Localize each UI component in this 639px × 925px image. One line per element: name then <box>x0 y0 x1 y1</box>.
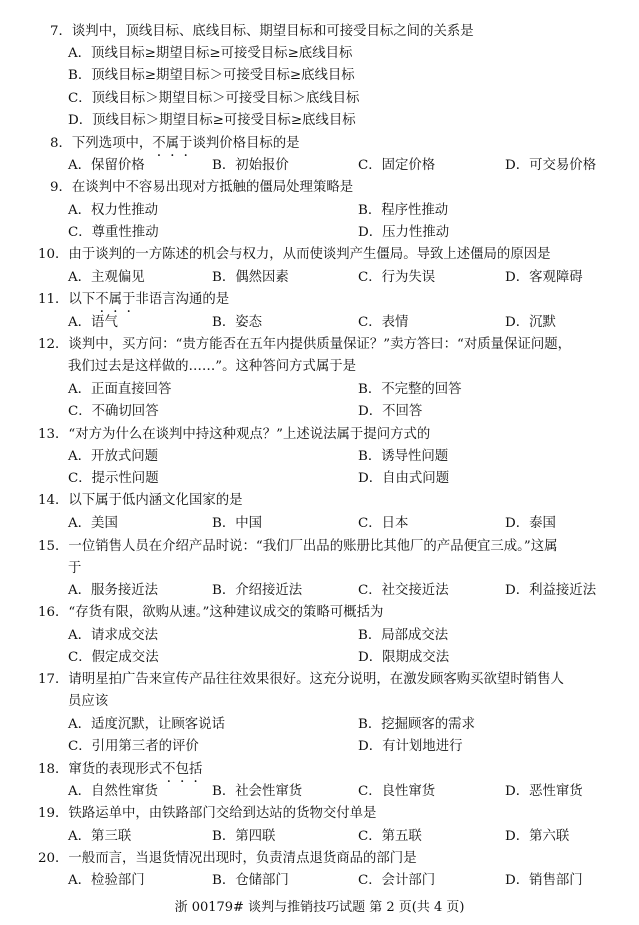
question-13-stem: 13．“对方为什么在谈判中持这种观点？”上述说法属于提问方式的 <box>38 427 431 442</box>
question-15-option-b: B．介绍接近法 <box>212 583 303 598</box>
question-11-option-c: C．表情 <box>358 315 409 330</box>
emphasis-char: 属 <box>165 136 180 151</box>
question-16-option-c: C．假定成交法 <box>68 650 159 665</box>
question-17-option-a: A．适度沉默，让顾客说话 <box>68 717 225 732</box>
question-9-option-d: D．压力性推动 <box>358 225 450 240</box>
question-12-option-c: C．不确切回答 <box>68 404 159 419</box>
emphasis-char: 包 <box>175 762 189 777</box>
question-8-stem <box>50 134 300 154</box>
emphasis-char: 于 <box>122 292 136 307</box>
question-18-option-a: A．自然性窜货 <box>68 784 159 799</box>
emphasis-char: 括 <box>188 762 203 777</box>
question-11-option-b: B．姿态 <box>212 315 263 330</box>
question-20-option-a: A．检验部门 <box>68 873 145 888</box>
question-19-option-b: B．第四联 <box>212 829 276 844</box>
question-19-option-c: C．第五联 <box>358 829 422 844</box>
question-8-stem-text: 8．下列选项中， <box>50 136 153 151</box>
question-10-stem: 10．由于谈判的一方陈述的机会与权力，从而使谈判产生僵局。导致上述僵局的原因是 <box>38 247 551 262</box>
question-10-option-b: B．偶然因素 <box>212 270 289 285</box>
question-11-stem-text: 11．以下 <box>38 292 96 307</box>
question-18-stem-text: 18．窜货的表现形式 <box>38 762 163 777</box>
question-13-option-c: C．提示性问题 <box>68 471 159 486</box>
question-18-option-c: C．良性窜货 <box>358 784 436 799</box>
question-16-option-d: D．限期成交法 <box>358 650 450 665</box>
question-16-option-a: A．请求成交法 <box>68 628 159 643</box>
question-12-option-d: D．不回答 <box>358 404 423 419</box>
question-20-stem: 20．一般而言，当退货情况出现时，负责清点退货商品的部门是 <box>38 851 417 866</box>
question-13-option-d: D．自由式问题 <box>358 471 450 486</box>
question-20-option-b: B．仓储部门 <box>212 873 289 888</box>
question-14-stem: 14．以下属于低内涵文化国家的是 <box>38 493 243 508</box>
question-11-stem-text: 非语言沟通的是 <box>135 292 230 307</box>
question-7-option-d: D．顶线目标＞期望目标≥可接受目标≥底线目标 <box>68 113 356 128</box>
question-19-stem: 19．铁路运单中，由铁路部门交给到达站的货物交付单是 <box>38 806 377 821</box>
question-15-option-c: C．社交接近法 <box>358 583 449 598</box>
question-11-stem <box>38 290 229 310</box>
question-14-option-c: C．日本 <box>358 516 409 531</box>
question-9-option-a: A．权力性推动 <box>68 203 159 218</box>
question-16-stem: 16．“存货有限，欲购从速。”这种建议成交的策略可概括为 <box>38 605 384 620</box>
question-9-stem: 9．在谈判中不容易出现对方抵触的僵局处理策略是 <box>50 180 354 195</box>
question-16-option-b: B．局部成交法 <box>358 628 449 643</box>
question-17-stem: 17．请明星拍广告来宣传产品往往效果很好。这充分说明，在激发顾客购买欲望时销售人 <box>38 672 564 687</box>
question-15-option-a: A．服务接近法 <box>68 583 159 598</box>
question-12-option-a: A．正面直接回答 <box>68 382 172 397</box>
question-8-option-c: C．固定价格 <box>358 158 436 173</box>
question-9-option-c: C．尊重性推动 <box>68 225 159 240</box>
question-15-stem-cont: 于 <box>68 561 82 576</box>
question-15-stem: 15．一位销售人员在介绍产品时说：“我们厂出品的账册比其他厂的产品便宜三成。”这属 <box>38 539 558 554</box>
question-18-option-d: D．恶性窜货 <box>505 784 583 799</box>
question-19-option-a: A．第三联 <box>68 829 132 844</box>
question-11-option-a: A．语气 <box>68 315 118 330</box>
emphasis-char: 不 <box>95 292 109 307</box>
question-15-option-d: D．利益接近法 <box>505 583 597 598</box>
question-10-option-a: A．主观偏见 <box>68 270 145 285</box>
emphasis-char: 于 <box>179 136 193 151</box>
question-17-option-c: C．引用第三者的评价 <box>68 739 199 754</box>
question-12-option-b: B．不完整的回答 <box>358 382 462 397</box>
question-20-option-c: C．会计部门 <box>358 873 436 888</box>
emphasis-char: 属 <box>108 292 122 307</box>
question-10-option-d: D．客观障碍 <box>505 270 583 285</box>
question-7-option-c: C．顶线目标＞期望目标＞可接受目标＞底线目标 <box>68 91 360 106</box>
question-14-option-d: D．泰国 <box>505 516 556 531</box>
question-19-option-d: D．第六联 <box>505 829 570 844</box>
question-17-stem-cont: 员应该 <box>68 694 109 709</box>
question-18-option-b: B．社会性窜货 <box>212 784 303 799</box>
question-8-stem-text: 谈判价格目标的是 <box>192 136 300 151</box>
question-10-option-c: C．行为失误 <box>358 270 436 285</box>
question-20-option-d: D．销售部门 <box>505 873 583 888</box>
question-17-option-b: B．挖掘顾客的需求 <box>358 717 475 732</box>
question-7-option-b: B．顶线目标≥期望目标＞可接受目标≥底线目标 <box>68 68 355 83</box>
question-13-option-a: A．开放式问题 <box>68 449 159 464</box>
question-9-option-b: B．程序性推动 <box>358 203 449 218</box>
question-7-stem: 7．谈判中，顶线目标、底线目标、期望目标和可接受目标之间的关系是 <box>50 24 474 39</box>
question-14-option-b: B．中国 <box>212 516 263 531</box>
question-17-option-d: D．有计划地进行 <box>358 739 463 754</box>
question-14-option-a: A．美国 <box>68 516 118 531</box>
question-18-stem <box>38 760 202 780</box>
emphasis-char: 不 <box>152 136 166 151</box>
question-12-stem: 12．谈判中，买方问：“贵方能否在五年内提供质量保证？”卖方答曰：“对质量保证问题， <box>38 337 572 352</box>
question-8-option-d: D．可交易价格 <box>505 158 597 173</box>
question-11-option-d: D．沉默 <box>505 315 556 330</box>
question-8-option-b: B．初始报价 <box>212 158 289 173</box>
page-footer: 浙 00179# 谈判与推销技巧试题 第 2 页(共 4 页) <box>174 900 465 915</box>
question-13-option-b: B．诱导性问题 <box>358 449 449 464</box>
emphasis-char: 不 <box>162 762 176 777</box>
question-8-option-a: A．保留价格 <box>68 158 145 173</box>
question-7-option-a: A．顶线目标≥期望目标≥可接受目标≥底线目标 <box>68 46 353 61</box>
question-12-stem-cont: 我们过去是这样做的……”。这种答问方式属于是 <box>68 359 357 374</box>
